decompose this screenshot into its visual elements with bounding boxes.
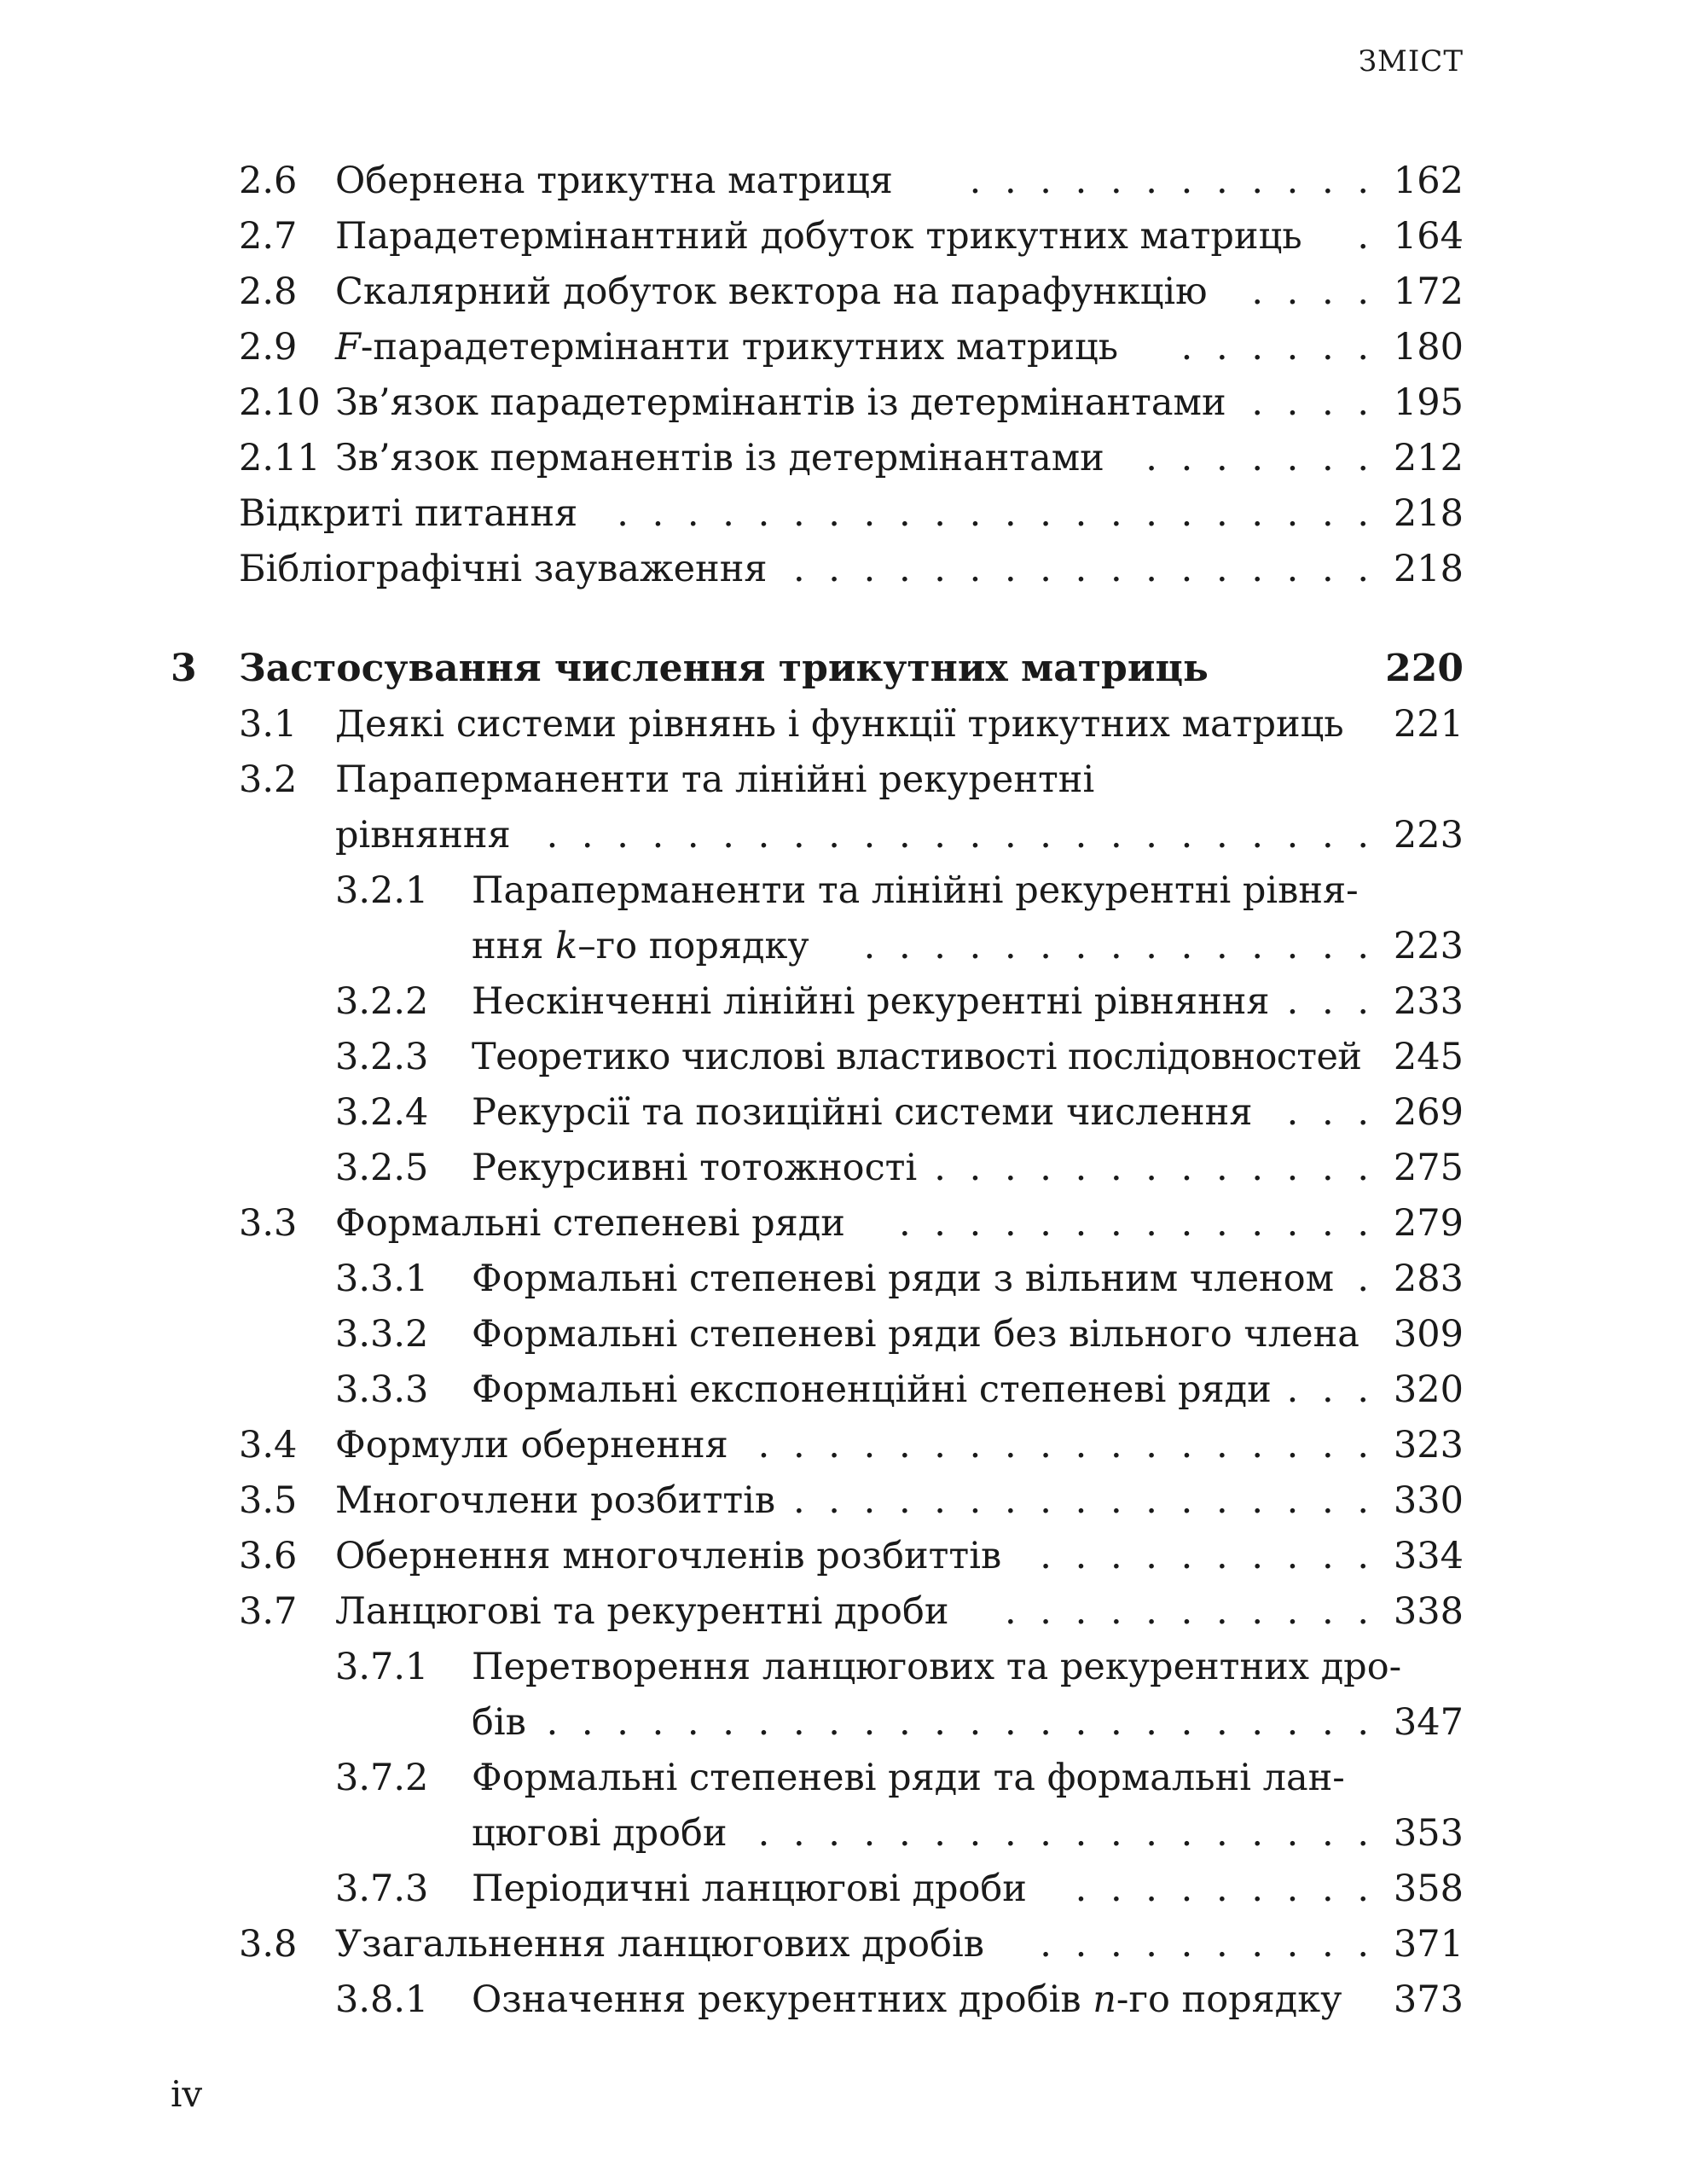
toc-chapter-title: Застосування числення трикутних матриць (239, 647, 1209, 690)
toc-leader-dots (1019, 1529, 1369, 1583)
toc-leader-dots (776, 542, 1369, 596)
toc-leader-dots (1343, 1252, 1369, 1306)
toc-entry-number: 3.2.2 (335, 980, 429, 1023)
toc-entry[interactable] (0, 375, 1687, 430)
toc-entry-title-line2: ння k–го порядку (472, 925, 809, 967)
toc-entry-page: 218 (1393, 548, 1464, 590)
toc-entry-title: Теоретико числові властивості послідовностей (472, 1036, 1362, 1078)
toc-entry-number: 3.7.3 (335, 1867, 429, 1910)
toc-entry-page: 283 (1393, 1258, 1464, 1300)
toc-entry-title: Перетворення ланцюгових та рекурентних дро- (472, 1646, 1402, 1688)
toc-entry[interactable] (0, 431, 1687, 485)
toc-subentry[interactable] (0, 1972, 1687, 2027)
toc-entry-title: Бібліографічні зауваження (239, 548, 768, 590)
toc-entry-number: 3.3.3 (335, 1368, 429, 1411)
toc-leader-dots (1245, 264, 1369, 319)
toc-entry-number: 3.8.1 (335, 1978, 429, 2021)
toc-entry-number: 2.8 (239, 270, 298, 313)
toc-entry-title: Формули обернення (335, 1424, 728, 1467)
toc-entry-continuation[interactable] (0, 1695, 1687, 1750)
toc-entry-continuation[interactable] (0, 1806, 1687, 1861)
toc-entry-page: 221 (1393, 703, 1464, 746)
toc-entry[interactable] (0, 1196, 1687, 1251)
toc-entry[interactable] (0, 1529, 1687, 1583)
math-symbol: n (1093, 1978, 1116, 2021)
toc-entry-page: 233 (1393, 980, 1464, 1023)
toc-entry-title: Формальні степеневі ряди (335, 1202, 845, 1245)
toc-entry-number: 3.3.1 (335, 1258, 429, 1300)
toc-entry-number: 2.7 (239, 215, 298, 258)
toc-entry-title-line2: бів (472, 1701, 526, 1744)
toc-entry-title: Ланцюгові та рекурентні дроби (335, 1590, 949, 1633)
toc-leader-dots (533, 808, 1369, 863)
toc-entry-title: Многочлени розбиттів (335, 1479, 776, 1522)
toc-subentry[interactable] (0, 974, 1687, 1029)
toc-entry-page: 218 (1393, 492, 1464, 535)
toc-entry-title-line2: рівняння (335, 814, 511, 857)
toc-subentry[interactable] (0, 1862, 1687, 1916)
toc-leader-dots (785, 1473, 1369, 1528)
toc-entry-title: Обернена трикутна матриця (335, 160, 893, 202)
toc-entry-number: 2.6 (239, 160, 298, 202)
toc-entry-title: Парадетермінантний добуток трикутних матриць (335, 215, 1302, 258)
toc-entry[interactable] (0, 154, 1687, 208)
toc-leader-dots (1028, 1917, 1369, 1972)
toc-leader-dots (878, 1196, 1369, 1251)
toc-leader-dots (751, 1418, 1369, 1472)
toc-entry-title: F-парадетермінанти трикутних матриць (335, 326, 1119, 369)
toc-entry[interactable] (0, 542, 1687, 596)
toc-subentry[interactable] (0, 1085, 1687, 1140)
toc-leader-dots (840, 919, 1369, 973)
toc-entry[interactable] (0, 697, 1687, 752)
toc-entry-title: Обернення многочленів розбиттів (335, 1535, 1002, 1577)
toc-entry-page: 245 (1393, 1036, 1464, 1078)
toc-entry-number: 3.3 (239, 1202, 298, 1245)
toc-chapter-number: 3 (171, 647, 197, 690)
toc-entry-title: Формальні степеневі ряди та формальні лан- (472, 1757, 1345, 1799)
toc-entry[interactable] (0, 1418, 1687, 1472)
toc-entry-number: 2.11 (239, 437, 321, 479)
toc-entry-title: Параперманенти та лінійні рекурентні рівня- (472, 869, 1359, 912)
running-header: ЗМІСТ (1358, 44, 1464, 78)
toc-entry-number: 3.5 (239, 1479, 298, 1522)
toc-entry[interactable] (0, 1473, 1687, 1528)
toc-entry-continuation[interactable] (0, 808, 1687, 863)
toc-entry-page: 162 (1393, 160, 1464, 202)
toc-entry-number: 3.4 (239, 1424, 298, 1467)
toc-leader-dots (1339, 209, 1369, 264)
toc-subentry[interactable] (0, 863, 1687, 918)
toc-subentry[interactable] (0, 1640, 1687, 1694)
toc-entry-page: 275 (1393, 1147, 1464, 1189)
toc-entry-page: 212 (1393, 437, 1464, 479)
toc-leader-dots (546, 1695, 1369, 1750)
toc-entry-page: 180 (1393, 326, 1464, 369)
toc-entry-page: 279 (1393, 1202, 1464, 1245)
toc-entry-page: 330 (1393, 1479, 1464, 1522)
toc-entry-title: Нескінченні лінійні рекурентні рівняння (472, 980, 1270, 1023)
toc-subentry[interactable] (0, 1362, 1687, 1417)
page-number: iv (171, 2073, 203, 2115)
toc-entry-page: 164 (1393, 215, 1464, 258)
toc-subentry[interactable] (0, 1307, 1687, 1362)
toc-entry-number: 2.9 (239, 326, 298, 369)
toc-leader-dots (755, 1806, 1369, 1861)
toc-leader-dots (1156, 320, 1369, 375)
toc-entry-page: 338 (1393, 1590, 1464, 1633)
math-symbol: k (555, 925, 578, 967)
toc-entry-title: Періодичні ланцюгові дроби (472, 1867, 1027, 1910)
toc-entry[interactable] (0, 320, 1687, 375)
toc-entry-number: 3.7 (239, 1590, 298, 1633)
toc-entry-number: 3.7.1 (335, 1646, 429, 1688)
toc-entry-title: Означення рекурентних дробів n-го порядку (472, 1978, 1342, 2021)
toc-entry-page: 309 (1393, 1313, 1464, 1356)
toc-entry-number: 2.10 (239, 381, 321, 424)
toc-entry-title: Зв’язок парадетермінантів із детермінантами (335, 381, 1226, 424)
toc-entry-title: Параперманенти та лінійні рекурентні (335, 758, 1095, 801)
toc-leader-dots (942, 154, 1369, 208)
toc-chapter-page: 220 (1385, 647, 1464, 690)
toc-entry-title: Деякі системи рівнянь і функції трикутних матриць (335, 703, 1344, 746)
toc-entry-number: 3.2.5 (335, 1147, 429, 1189)
toc-entry-page: 353 (1393, 1812, 1464, 1855)
toc-entry-number: 3.7.2 (335, 1757, 429, 1799)
toc-entry-page: 373 (1393, 1978, 1464, 2021)
toc-entry-number: 3.1 (239, 703, 298, 746)
toc-entry-number: 3.2.1 (335, 869, 429, 912)
toc-leader-dots (934, 1141, 1369, 1195)
toc-subentry[interactable] (0, 1030, 1687, 1084)
toc-entry-title: Рекурсії та позиційні системи числення (472, 1091, 1253, 1134)
toc-leader-dots (989, 1584, 1369, 1639)
toc-entry-page: 358 (1393, 1867, 1464, 1910)
toc-leader-dots (1288, 974, 1369, 1029)
toc-entry[interactable] (0, 1584, 1687, 1639)
toc-entry-number: 3.2.4 (335, 1091, 429, 1134)
toc-entry-page: 371 (1393, 1923, 1464, 1966)
toc-entry-title: Узагальнення ланцюгових дробів (335, 1923, 984, 1966)
toc-entry-continuation[interactable] (0, 919, 1687, 973)
toc-entry-page: 223 (1393, 925, 1464, 967)
toc-leader-dots (1249, 375, 1369, 430)
toc-entry-title-line2: цюгові дроби (472, 1812, 728, 1855)
toc-entry-title: Формальні експоненційні степеневі ряди (472, 1368, 1272, 1411)
toc-entry-number: 3.6 (239, 1535, 298, 1577)
toc-entry-title: Формальні степеневі ряди з вільним членом (472, 1258, 1335, 1300)
toc-entry-number: 3.8 (239, 1923, 298, 1966)
toc-chapter-entry[interactable] (0, 642, 1687, 696)
toc-entry-title: Відкриті питання (239, 492, 578, 535)
toc-entry-number: 3.3.2 (335, 1313, 429, 1356)
toc-entry-title: Рекурсивні тотожності (472, 1147, 918, 1189)
toc-subentry[interactable] (0, 1751, 1687, 1805)
toc-leader-dots (614, 486, 1369, 541)
toc-leader-dots (1075, 1862, 1369, 1916)
toc-subentry[interactable] (0, 1141, 1687, 1195)
toc-entry-number: 3.2.3 (335, 1036, 429, 1078)
toc-leader-dots (1288, 1085, 1369, 1140)
toc-entry-page: 269 (1393, 1091, 1464, 1134)
toc-entry[interactable] (0, 1917, 1687, 1972)
toc-entry[interactable] (0, 486, 1687, 541)
toc-entry-page: 172 (1393, 270, 1464, 313)
toc-entry-page: 320 (1393, 1368, 1464, 1411)
toc-entry-page: 195 (1393, 381, 1464, 424)
toc-entry-title: Скалярний добуток вектора на парафункцію (335, 270, 1208, 313)
toc-entry[interactable] (0, 264, 1687, 319)
math-symbol: F (335, 326, 361, 369)
toc-subentry[interactable] (0, 1252, 1687, 1306)
toc-entry-page: 334 (1393, 1535, 1464, 1577)
toc-entry-title: Зв’язок перманентів із детермінантами (335, 437, 1104, 479)
toc-entry[interactable] (0, 209, 1687, 264)
toc-leader-dots (1134, 431, 1369, 485)
toc-entry-number: 3.2 (239, 758, 298, 801)
toc-entry-page: 323 (1393, 1424, 1464, 1467)
toc-entry-title: Формальні степеневі ряди без вільного члена (472, 1313, 1359, 1356)
toc-leader-dots (1288, 1362, 1369, 1417)
toc-entry-page: 347 (1393, 1701, 1464, 1744)
toc-entry[interactable] (0, 752, 1687, 807)
toc-entry-page: 223 (1393, 814, 1464, 857)
